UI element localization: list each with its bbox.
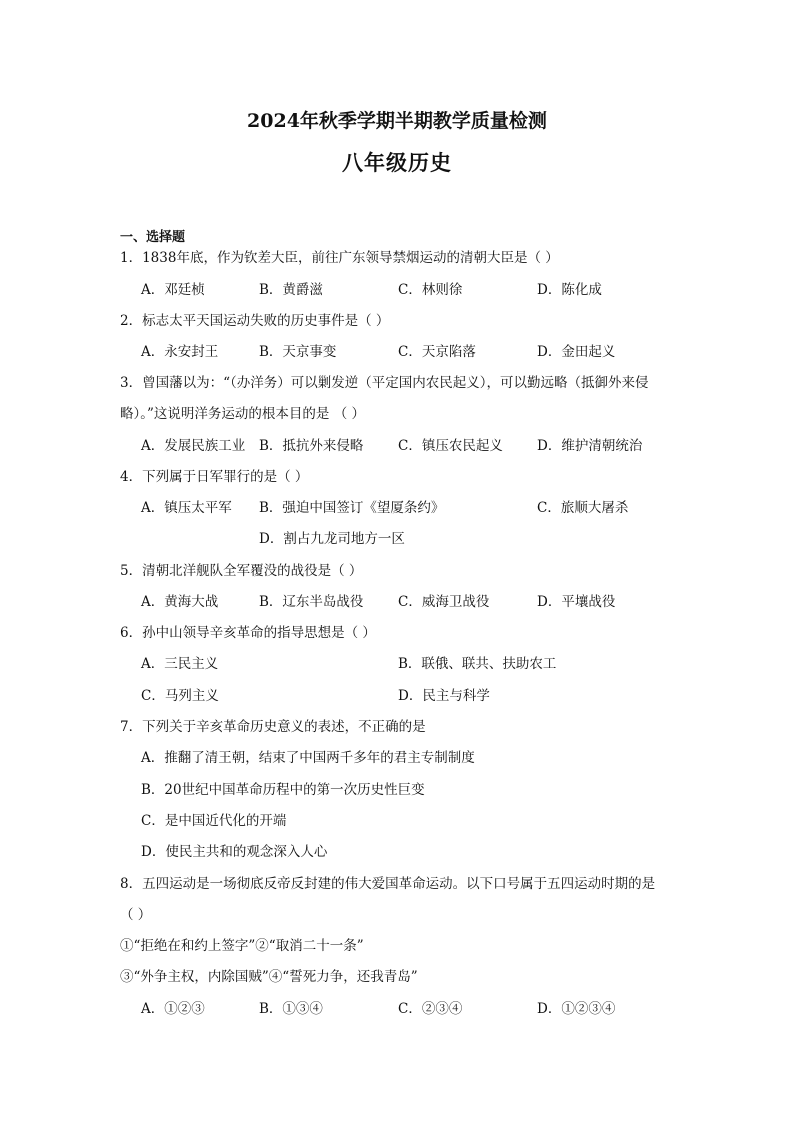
question-3-option-a[interactable]: A．发展民族工业 (141, 438, 246, 454)
question-6-stem: 6．孙中山领导辛亥革命的指导思想是（ ） (120, 625, 376, 641)
question-5-option-a[interactable]: A．黄海大战 (141, 594, 219, 610)
question-1-option-b[interactable]: B．黄爵滋 (259, 282, 323, 298)
question-4-option-c[interactable]: C．旅顺大屠杀 (537, 500, 629, 516)
question-1-option-a[interactable]: A．邓廷桢 (141, 282, 205, 298)
question-1-option-c[interactable]: C．林则徐 (398, 282, 463, 298)
question-2-option-b[interactable]: B．天京事变 (259, 344, 337, 360)
question-4-option-d[interactable]: D．割占九龙司地方一区 (259, 531, 405, 547)
question-2-option-d[interactable]: D．金田起义 (537, 344, 616, 360)
question-5-option-b[interactable]: B．辽东半岛战役 (259, 594, 364, 610)
question-8-option-d[interactable]: D．①②③④ (537, 1001, 616, 1017)
question-7-option-b[interactable]: B．20世纪中国革命历程中的第一次历史性巨变 (141, 782, 425, 798)
question-7-option-c[interactable]: C．是中国近代化的开端 (141, 813, 287, 829)
question-8-slogans-line-2: ③“外争主权，内除国贼”④“誓死力争，还我青岛” (120, 969, 418, 985)
question-3-stem-line-2: 略）。”这说明洋务运动的根本目的是 （ ） (120, 406, 365, 422)
question-7-option-a[interactable]: A．推翻了清王朝，结束了中国两千多年的君主专制制度 (141, 750, 475, 766)
question-1-option-d[interactable]: D．陈化成 (537, 282, 602, 298)
question-8-option-a[interactable]: A．①②③ (141, 1001, 205, 1017)
question-2-option-c[interactable]: C．天京陷落 (398, 344, 476, 360)
question-6-option-b[interactable]: B．联俄、联共、扶助农工 (398, 656, 557, 672)
question-6-option-d[interactable]: D．民主与科学 (398, 688, 490, 704)
question-3-option-d[interactable]: D．维护清朝统治 (537, 438, 643, 454)
question-5-option-c[interactable]: C．威海卫战役 (398, 594, 490, 610)
question-4-option-b[interactable]: B．强迫中国签订《望厦条约》 (259, 500, 445, 516)
question-4-option-a[interactable]: A．镇压太平军 (141, 500, 232, 516)
question-6-option-c[interactable]: C．马列主义 (141, 688, 219, 704)
question-8-slogans-line-1: ①“拒绝在和约上签字”②“取消二十一条” (120, 938, 364, 954)
question-5-stem: 5．清朝北洋舰队全军覆没的战役是（ ） (120, 563, 363, 579)
question-8-stem-line-2: （ ） (120, 907, 152, 923)
question-2-stem: 2．标志太平天国运动失败的历史事件是（ ） (120, 313, 390, 329)
question-1-stem: 1．1838年底，作为钦差大臣，前往广东领导禁烟运动的清朝大臣是（ ） (120, 250, 559, 266)
question-8-option-b[interactable]: B．①③④ (259, 1001, 323, 1017)
question-7-stem: 7．下列关于辛亥革命历史意义的表述，不正确的是 (120, 719, 426, 735)
question-3-option-c[interactable]: C．镇压农民起义 (398, 438, 503, 454)
question-3-stem-line-1: 3．曾国藩以为：“（办洋务）可以剿发逆（平定国内农民起义），可以勤远略（抵御外来侵 (120, 375, 649, 391)
question-7-option-d[interactable]: D．使民主共和的观念深入人心 (141, 844, 328, 860)
question-6-option-a[interactable]: A．三民主义 (141, 656, 219, 672)
question-8-option-c[interactable]: C．②③④ (398, 1001, 463, 1017)
exam-title: 2024年秋季学期半期教学质量检测 (247, 110, 547, 132)
section-heading: 一、选择题 (120, 230, 186, 245)
question-4-stem: 4．下列属于日军罪行的是（ ） (120, 469, 309, 485)
question-2-option-a[interactable]: A．永安封王 (141, 344, 219, 360)
exam-subtitle: 八年级历史 (342, 150, 452, 175)
question-3-option-b[interactable]: B．抵抗外来侵略 (259, 438, 364, 454)
question-8-stem-line-1: 8．五四运动是一场彻底反帝反封建的伟大爱国革命运动。以下口号属于五四运动时期的是 (120, 876, 656, 892)
question-5-option-d[interactable]: D．平壤战役 (537, 594, 616, 610)
